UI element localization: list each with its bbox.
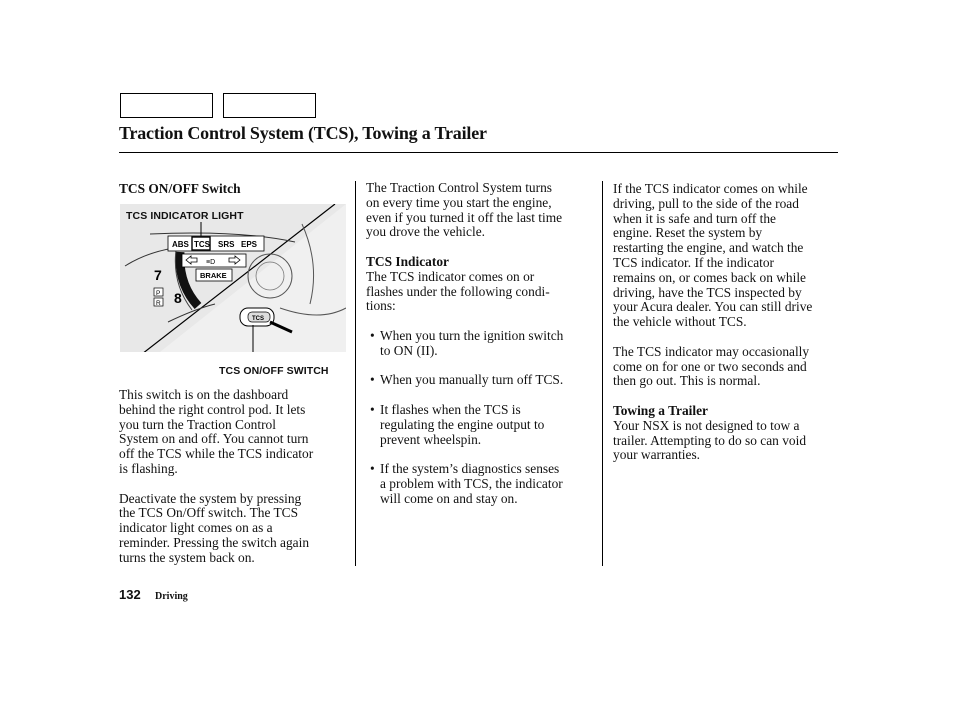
list-item [366, 403, 600, 447]
tcs-switch-heading: TCS ON/OFF Switch [119, 181, 241, 196]
body-line: is flashing. [119, 460, 178, 476]
body-line: TCS indicator. If the indicator [613, 254, 775, 270]
tcs-on-off-switch-label: TCS ON/OFF SWITCH [219, 365, 329, 377]
bullet-line: regulating the engine output to [380, 416, 545, 432]
body-line: Deactivate the system by pressing [119, 490, 302, 506]
bullet-line: a problem with TCS, the indicator [380, 475, 563, 491]
towing-heading: Towing a Trailer [613, 402, 708, 418]
body-line: reminder. Pressing the switch again [119, 534, 310, 550]
body-line: even if you turned it off the last time [366, 209, 563, 225]
column-3 [613, 182, 843, 463]
body-line: the TCS On/Off switch. The TCS [119, 505, 299, 521]
body-line: If the TCS indicator comes on while [613, 181, 808, 196]
bullet-line: • It flashes when the TCS is [380, 401, 521, 417]
body-line: trailer. Attempting to do so can void [613, 432, 807, 448]
list-item [366, 462, 600, 506]
headlight-icon: ≡D [206, 259, 216, 266]
body-line: come on for one or two seconds and [613, 358, 807, 374]
eps-indicator: EPS [241, 240, 258, 249]
section-name: Driving [155, 591, 188, 602]
bullet-line: • If the system’s diagnostics senses [380, 461, 560, 477]
body-line: your warranties. [613, 447, 701, 463]
body-line: This switch is on the dashboard [119, 387, 289, 402]
column-divider-1 [355, 181, 356, 566]
body-line: driving, have the TCS inspected by [613, 284, 802, 300]
bullet-line: prevent wheelspin. [380, 431, 482, 447]
body-line: The TCS indicator comes on or [366, 268, 535, 284]
page-number: 132 [119, 587, 141, 602]
gear-r: R [156, 300, 161, 307]
tcs-switch-label: TCS [252, 316, 264, 322]
body-line: you turn the Traction Control [119, 416, 276, 432]
body-line: indicator light comes on as a [119, 520, 273, 536]
body-line: turns the system back on. [119, 549, 255, 565]
bullet-line: to ON (II). [380, 342, 438, 358]
tcs-indicator: TCS [194, 240, 210, 249]
bullet-line: • When you manually turn off TCS. [380, 372, 564, 388]
body-line: tions: [366, 298, 396, 314]
body-line: when it is safe and turn off the [613, 210, 777, 226]
body-line: driving, pull to the side of the road [613, 195, 799, 211]
gear-p: P [156, 290, 161, 297]
body-line: then go out. This is normal. [613, 373, 761, 389]
column-divider-2 [602, 181, 603, 566]
bullet-line: • When you turn the ignition switch [380, 327, 564, 343]
header-tab-2 [223, 93, 316, 118]
tcs-indicator-light-label: TCS INDICATOR LIGHT [126, 210, 244, 222]
list-item [366, 373, 600, 388]
body-line: behind the right control pod. It lets [119, 401, 306, 417]
column-2 [366, 181, 600, 507]
body-line: on every time you start the engine, [366, 194, 552, 210]
brake-indicator: BRAKE [200, 271, 227, 280]
title-rule [119, 152, 838, 153]
column-1-body [119, 388, 351, 566]
page-title: Traction Control System (TCS), Towing a Trailer [119, 123, 487, 143]
tcs-indicator-heading: TCS Indicator [366, 253, 449, 269]
body-line: your Acura dealer. You can still drive [613, 299, 813, 315]
body-line: System on and off. You cannot turn [119, 431, 309, 447]
body-line: flashes under the following condi- [366, 283, 550, 299]
gauge-number-7: 7 [154, 267, 162, 283]
body-line: restarting the engine, and watch the [613, 240, 804, 256]
dashboard-illustration [120, 204, 346, 352]
body-line: remains on, or comes back on while [613, 269, 806, 285]
abs-indicator: ABS [172, 240, 189, 249]
bullet-line: will come on and stay on. [380, 490, 518, 506]
gauge-number-8: 8 [174, 290, 182, 306]
condition-list [366, 329, 600, 507]
body-line: engine. Reset the system by [613, 225, 763, 241]
body-line: the vehicle without TCS. [613, 314, 747, 330]
srs-indicator: SRS [218, 240, 235, 249]
dashboard-figure [120, 204, 346, 377]
header-tab-1 [120, 93, 213, 118]
body-line: The Traction Control System turns [366, 180, 552, 195]
column-1 [119, 182, 347, 197]
body-line: off the TCS while the TCS indicator [119, 446, 314, 462]
list-item [366, 329, 600, 359]
body-line: Your NSX is not designed to tow a [613, 417, 800, 433]
body-line: The TCS indicator may occasionally [613, 343, 810, 359]
body-line: you drove the vehicle. [366, 224, 485, 240]
